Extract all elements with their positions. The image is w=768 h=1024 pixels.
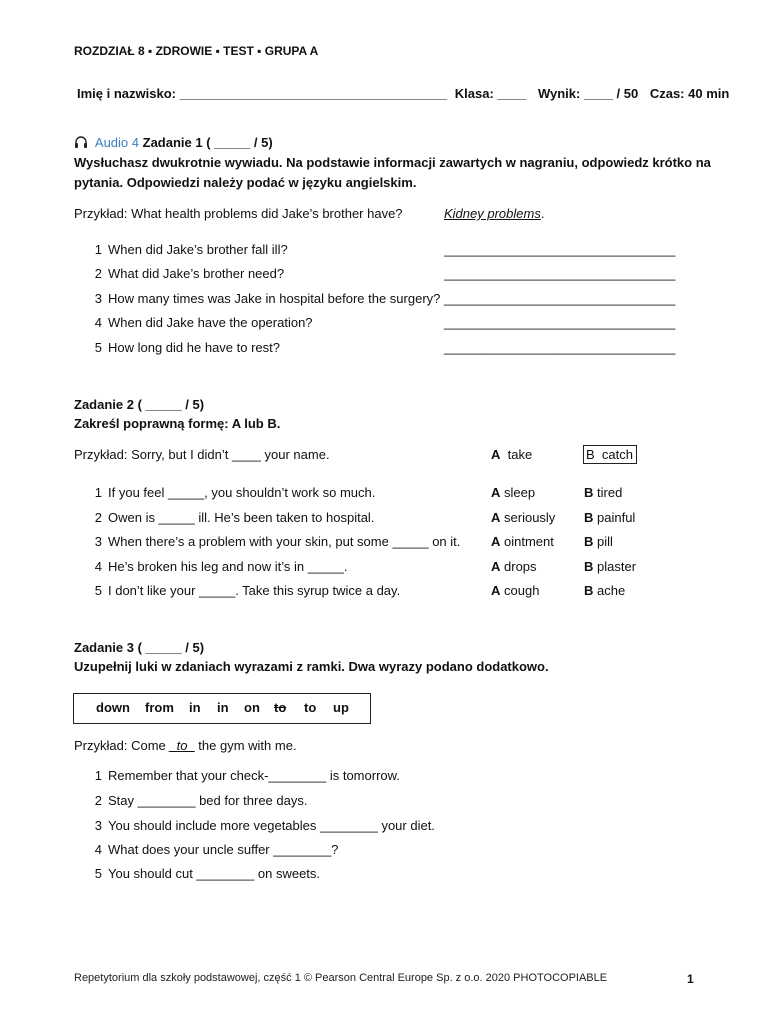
option-text: ache [597,583,626,598]
option-a[interactable] [491,510,555,525]
task2-example-option-a [491,447,532,462]
answer-field[interactable]: ________________________________ [444,266,676,281]
question-text: How many times was Jake in hospital before the surgery? [108,291,441,306]
question-text: When did Jake have the operation? [108,315,313,330]
score-field[interactable]: ____ [583,86,613,101]
item-text[interactable]: Stay ________ bed for three days. [108,793,308,808]
task2-title: Zadanie 2 ( _____ / 5) [74,397,205,412]
list-item [88,242,288,257]
option-a[interactable] [491,534,554,549]
example-suffix: the gym with me. [194,738,297,753]
word-bank-word: in [189,700,201,715]
chapter-heading: ROZDZIAŁ 8 ▪ ZDROWIE ▪ TEST ▪ GRUPA A [74,44,319,58]
item-text: He’s broken his leg and now it’s in _____. [108,559,348,574]
answer-field[interactable]: ________________________________ [444,242,676,257]
class-field[interactable]: ____ [497,86,527,101]
task3-title: Zadanie 3 ( _____ / 5) [74,640,205,655]
word-bank-word: down [96,700,130,715]
option-text: painful [597,510,636,525]
option-b[interactable] [584,559,636,574]
option-letter: B [584,510,594,525]
option-a[interactable] [491,559,537,574]
item-number: 2 [94,266,102,281]
score-total: / 50 [616,86,639,101]
option-letter: A [491,510,501,525]
option-text: sleep [504,485,536,500]
word-bank-word: on [244,700,260,715]
word-bank-word: in [217,700,229,715]
task1-title: Zadanie 1 ( _____ / 5) [142,135,273,150]
task2-instruction: Zakreśl poprawną formę: A lub B. [74,416,281,431]
word-bank-word: to [304,700,317,715]
score-label: Wynik: [537,86,581,101]
question-text: How long did he have to rest? [108,340,280,355]
page-number: 1 [687,972,694,986]
list-item [88,534,460,549]
item-text: I don’t like your _____. Take this syrup twice a day. [108,583,401,598]
option-text: ointment [504,534,554,549]
item-text: When there’s a problem with your skin, put some _____ on it. [108,534,461,549]
option-text: drops [504,559,537,574]
task1-instruction-line2: pytania. Odpowiedzi należy podać w języku angielskim. [74,175,417,190]
item-number: 5 [94,866,102,881]
name-label: Imię i nazwisko: [77,86,176,101]
list-item [88,315,313,330]
option-letter: A [491,583,501,598]
task1-example-answer-wrap [444,206,544,221]
list-item [88,485,375,500]
word-bank-word: from [145,700,174,715]
student-info-row [77,86,729,101]
option-b[interactable] [584,534,613,549]
item-number: 5 [94,340,102,355]
task1-instruction-line1: Wysłuchasz dwukrotnie wywiadu. Na podstawie informacji zawartych w nagraniu, odpowiedz krótko na [74,155,711,170]
example-prefix: Przykład: Come [74,738,170,753]
option-text: plaster [597,559,637,574]
task2-example: Przykład: Sorry, but I didn’t ____ your name. [74,447,330,462]
item-number: 2 [94,793,102,808]
item-number: 2 [94,510,102,525]
item-number: 1 [94,768,102,783]
option-text: catch [601,447,633,462]
option-letter: A [491,559,501,574]
list-item [88,340,280,355]
list-item [88,266,284,281]
option-letter: B [584,583,594,598]
item-number: 4 [94,842,102,857]
option-text: cough [504,583,540,598]
item-number: 5 [94,583,102,598]
list-item [88,559,347,574]
word-bank-word: up [333,700,349,715]
option-a[interactable] [491,583,539,598]
answer-field[interactable]: ________________________________ [444,291,676,306]
option-text: take [507,447,533,462]
item-number: 3 [94,818,102,833]
item-number: 1 [94,242,102,257]
answer-field[interactable]: ________________________________ [444,315,676,330]
item-text[interactable]: Remember that your check-________ is tomorrow. [108,768,400,783]
headphones-icon [74,136,88,148]
option-text: pill [597,534,613,549]
list-item [88,818,435,833]
task1-example: Przykład: What health problems did Jake’s brother have? [74,206,403,221]
option-b[interactable] [584,510,635,525]
option-letter: A [491,447,501,462]
option-letter: B [586,447,595,462]
name-field[interactable]: _____________________________________ [179,86,448,101]
item-text: Owen is _____ ill. He’s been taken to hospital. [108,510,375,525]
question-text: What did Jake’s brother need? [108,266,285,281]
option-letter: A [491,485,501,500]
item-number: 3 [94,291,102,306]
option-letter: A [491,534,501,549]
audio-track-label: Audio 4 [94,135,139,150]
item-text[interactable]: You should cut ________ on sweets. [108,866,321,881]
item-text: If you feel _____, you shouldn’t work so much. [108,485,376,500]
item-number: 1 [94,485,102,500]
item-number: 4 [94,559,102,574]
option-letter: B [584,485,594,500]
task1-heading [74,135,273,150]
list-item [88,510,374,525]
option-letter: B [584,534,594,549]
task1-example-period: . [540,206,545,221]
list-item [88,583,400,598]
task1-example-answer: Kidney problems [444,206,541,221]
list-item [88,793,307,808]
option-b[interactable] [584,583,625,598]
option-a[interactable] [491,485,535,500]
task3-instruction: Uzupełnij luki w zdaniach wyrazami z ramki. Dwa wyrazy podano dodatkowo. [74,659,549,674]
option-text: seriously [504,510,556,525]
option-b[interactable] [584,485,622,500]
footer-copyright: Repetytorium dla szkoły podstawowej, część 1 © Pearson Central Europe Sp. z o.o. 2020 PHOTOCOPIABLE [74,972,608,984]
list-item [88,291,440,306]
item-number: 4 [94,315,102,330]
list-item [88,842,338,857]
word-bank-word-used: to [274,700,287,715]
item-text[interactable]: What does your uncle suffer ________? [108,842,339,857]
list-item [88,768,400,783]
task2-example-option-b-circled [583,445,637,464]
item-number: 3 [94,534,102,549]
task3-example [74,738,297,753]
time-label: Czas: 40 min [649,86,730,101]
answer-field[interactable]: ________________________________ [444,340,676,355]
list-item [88,866,320,881]
class-label: Klasa: [454,86,494,101]
word-bank-box [73,693,371,724]
option-letter: B [584,559,594,574]
example-answer: _to_ [169,738,195,753]
option-text: tired [597,485,623,500]
item-text[interactable]: You should include more vegetables ________ your diet. [108,818,435,833]
question-text: When did Jake’s brother fall ill? [108,242,288,257]
